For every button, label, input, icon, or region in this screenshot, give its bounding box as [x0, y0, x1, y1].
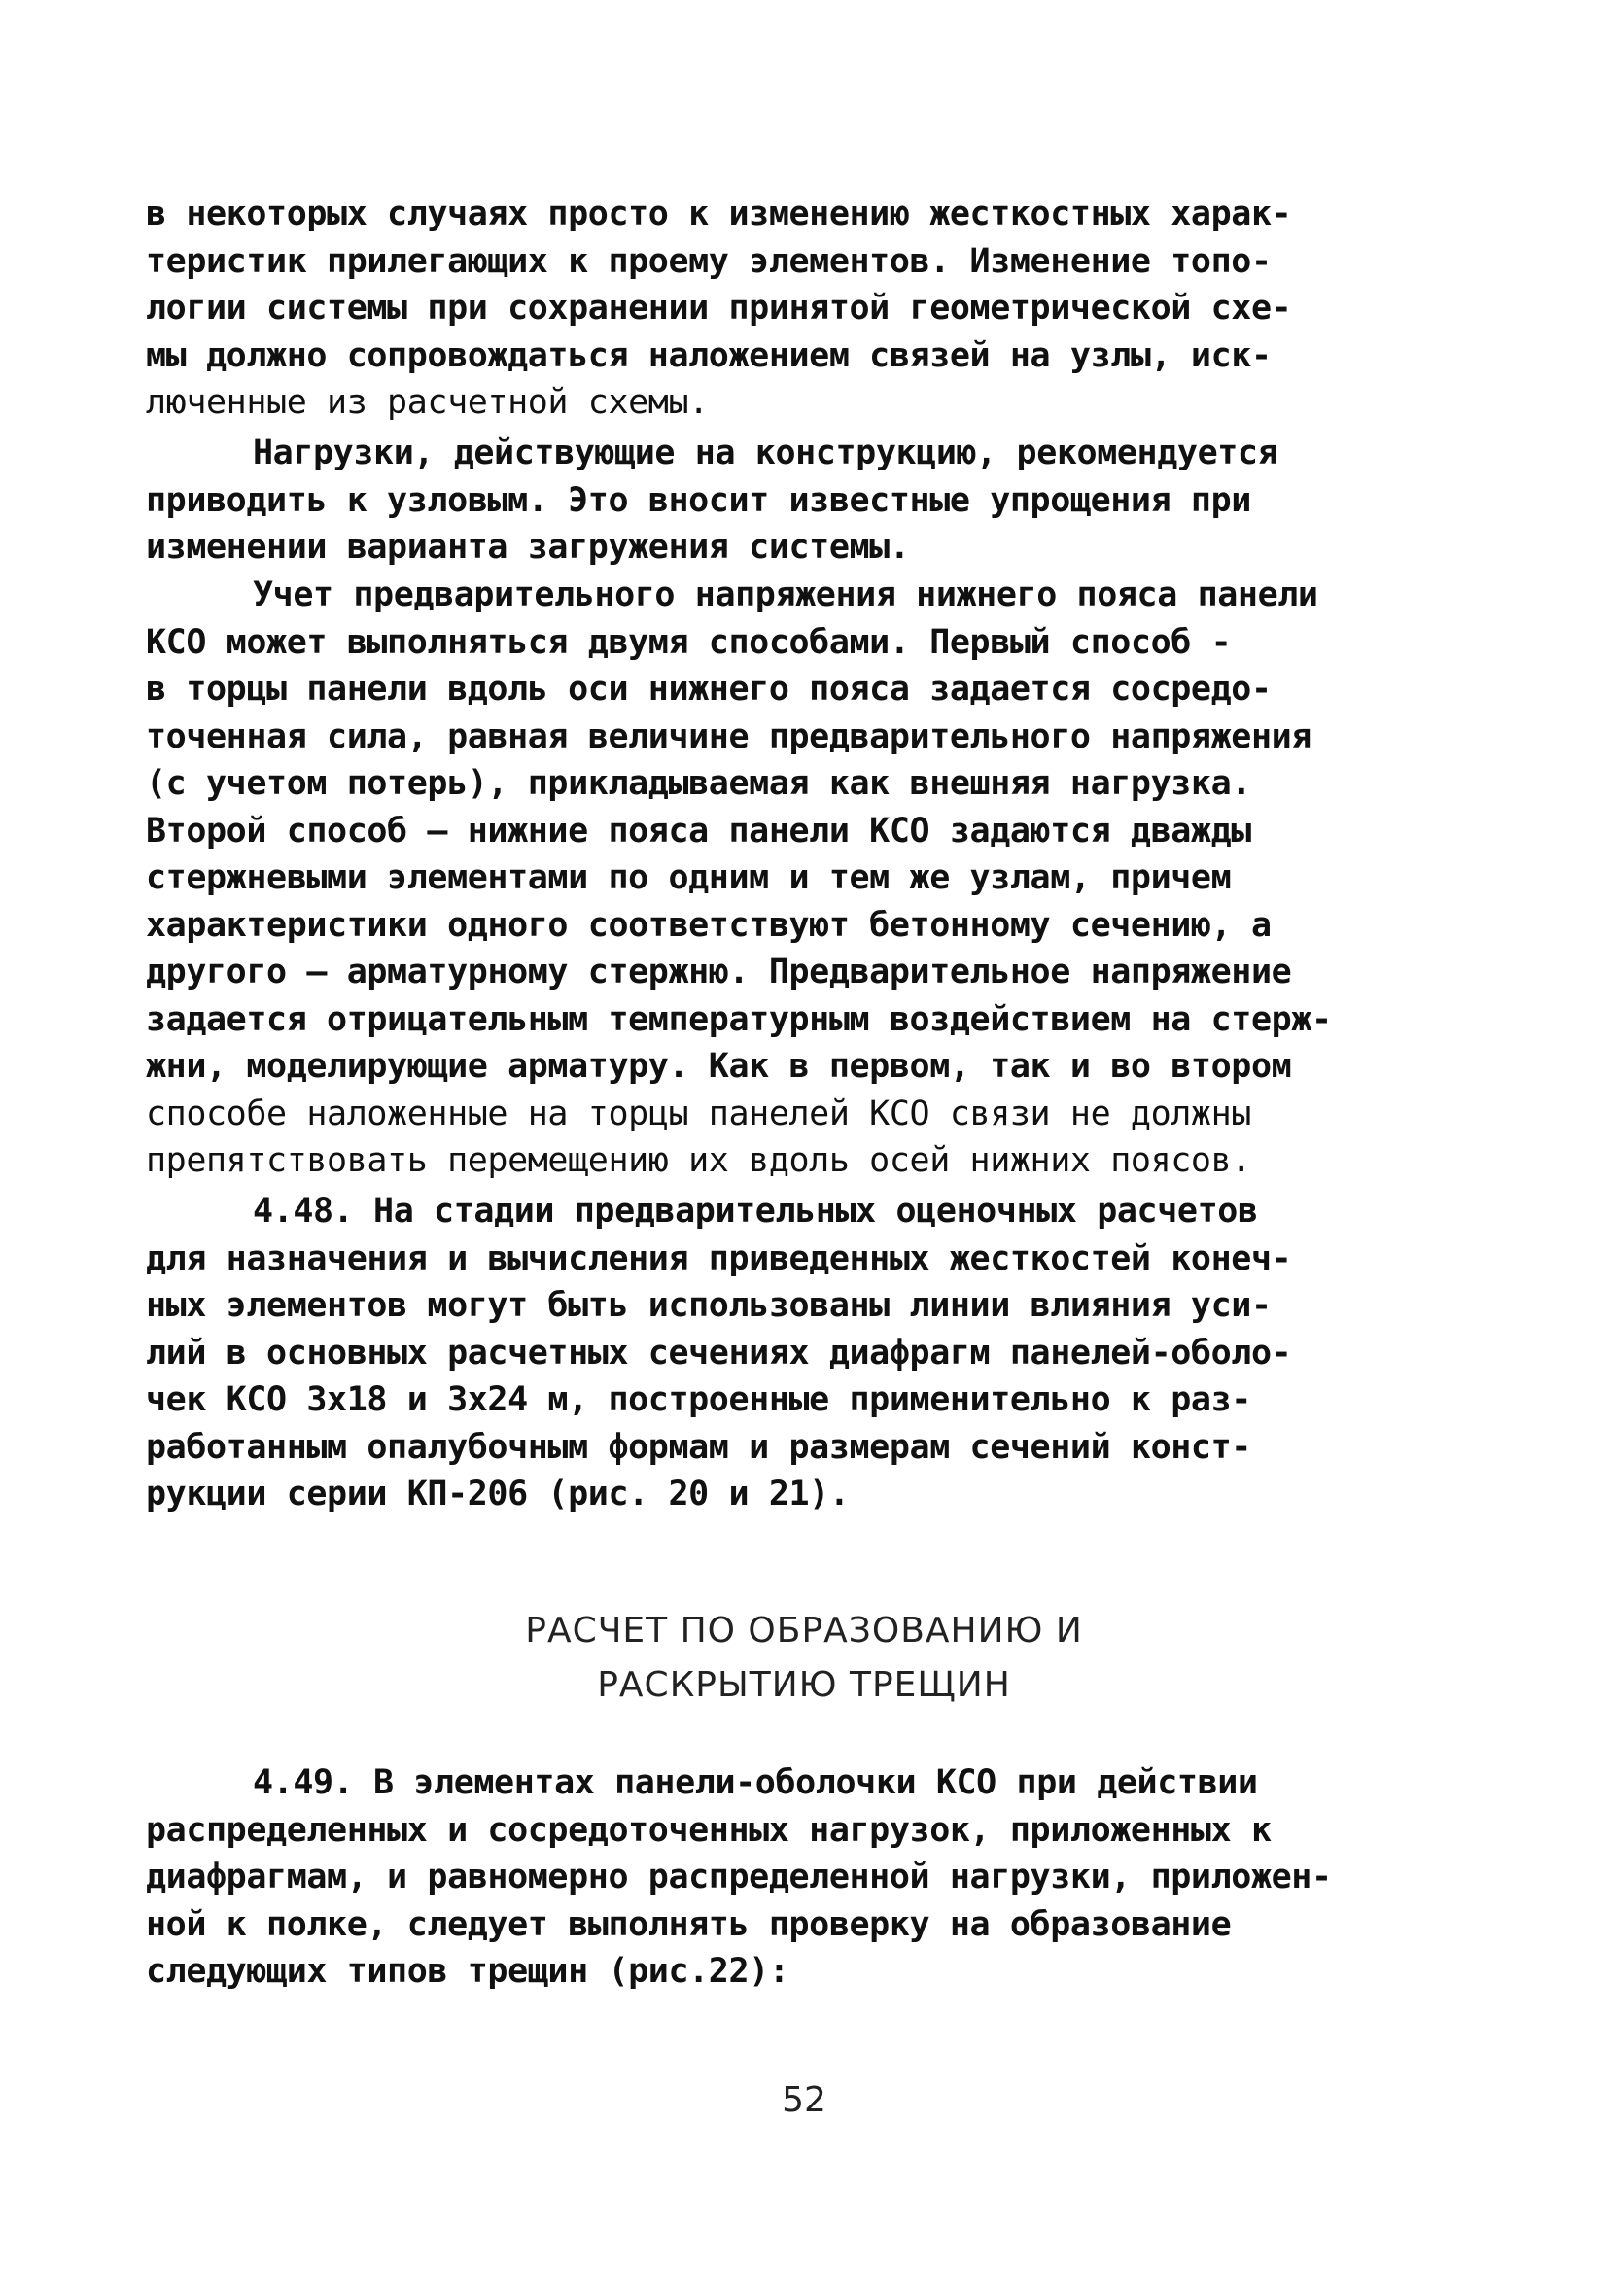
heading-line: РАСЧЕТ ПО ОБРАЗОВАНИЮ И [525, 1611, 1083, 1651]
text-line: препятствовать перемещению их вдоль осей нижних поясов. [146, 1141, 1251, 1180]
text-line: стержневыми элементами по одним и тем же узлам, причем [146, 858, 1232, 897]
text-line: Нагрузки, действующие на конструкцию, рекомендуется [253, 434, 1278, 472]
text-line: (с учетом потерь), прикладываемая как внешняя нагрузка. [146, 764, 1251, 803]
text-line: характеристики одного соответствуют бетонному сечению, а [146, 905, 1272, 945]
paragraph-3 [146, 572, 1468, 1185]
text-line: теристик прилегающих к проему элементов. Изменение топо- [146, 241, 1272, 281]
text-line: чек КСО 3х18 и 3х24 м, построенные применительно к раз- [146, 1380, 1251, 1419]
section-heading [0, 1604, 1608, 1713]
text-line: мы должно сопровождаться наложением связей на узлы, иск- [146, 335, 1272, 375]
text-line: люченные из расчетной схемы. [146, 383, 709, 422]
text-line: лий в основных расчетных сечениях диафрагм панелей-оболо- [146, 1333, 1292, 1373]
text-line: приводить к узловым. Это вносит известные упрощения при [146, 480, 1251, 520]
text-line: ных элементов могут быть использованы линии влияния уси- [146, 1286, 1272, 1325]
paragraph-2 [146, 430, 1468, 572]
text-line: изменении варианта загружения системы. [146, 528, 910, 567]
text-line: способе наложенные на торцы панелей КСО связи не должны [146, 1094, 1251, 1133]
text-line: работанным опалубочным формам и размерам сечений конст- [146, 1427, 1251, 1467]
text-line: в торцы панели вдоль оси нижнего пояса задается сосредо- [146, 670, 1272, 709]
text-line: задается отрицательным температурным воздействием на стерж- [146, 999, 1332, 1039]
text-line: рукции серии КП-206 (рис. 20 и 21). [146, 1475, 850, 1513]
text-line: в некоторых случаях просто к изменению жесткостных харак- [146, 194, 1292, 233]
text-line: жни, моделирующие арматуру. Как в первом, так и во втором [146, 1047, 1292, 1086]
text-line: КСО может выполняться двумя способами. Первый способ - [146, 622, 1232, 662]
text-line: 4.49. В элементах панели-оболочки КСО при действии [253, 1763, 1258, 1802]
page-number: 52 [782, 2080, 826, 2120]
text-line: Учет предварительного напряжения нижнего пояса панели [253, 575, 1318, 614]
text-line: диафрагмам, и равномерно распределенной нагрузки, приложен- [146, 1858, 1332, 1896]
paragraph-4 [146, 1188, 1468, 1518]
text-line: ной к полке, следует выполнять проверку на образование [146, 1904, 1232, 1944]
text-line: логии системы при сохранении принятой геометрической схе- [146, 289, 1292, 328]
paragraph-1 [146, 191, 1468, 427]
heading-line: РАСКРЫТИЮ ТРЕЩИН [597, 1665, 1011, 1705]
text-line: для назначения и вычисления приведенных жесткостей конеч- [146, 1238, 1292, 1278]
text-line: Второй способ — нижние пояса панели КСО задаются дважды [146, 811, 1251, 851]
text-line: точенная сила, равная величине предварительного напряжения [146, 716, 1311, 756]
text-line: распределенных и сосредоточенных нагрузок, приложенных к [146, 1810, 1272, 1850]
text-line: следующих типов трещин (рис.22): [146, 1952, 789, 1991]
text-line: другого — арматурному стержню. Предварительное напряжение [146, 953, 1292, 991]
paragraph-5 [146, 1759, 1468, 1996]
text-line: 4.48. На стадии предварительных оценочных расчетов [253, 1192, 1258, 1231]
